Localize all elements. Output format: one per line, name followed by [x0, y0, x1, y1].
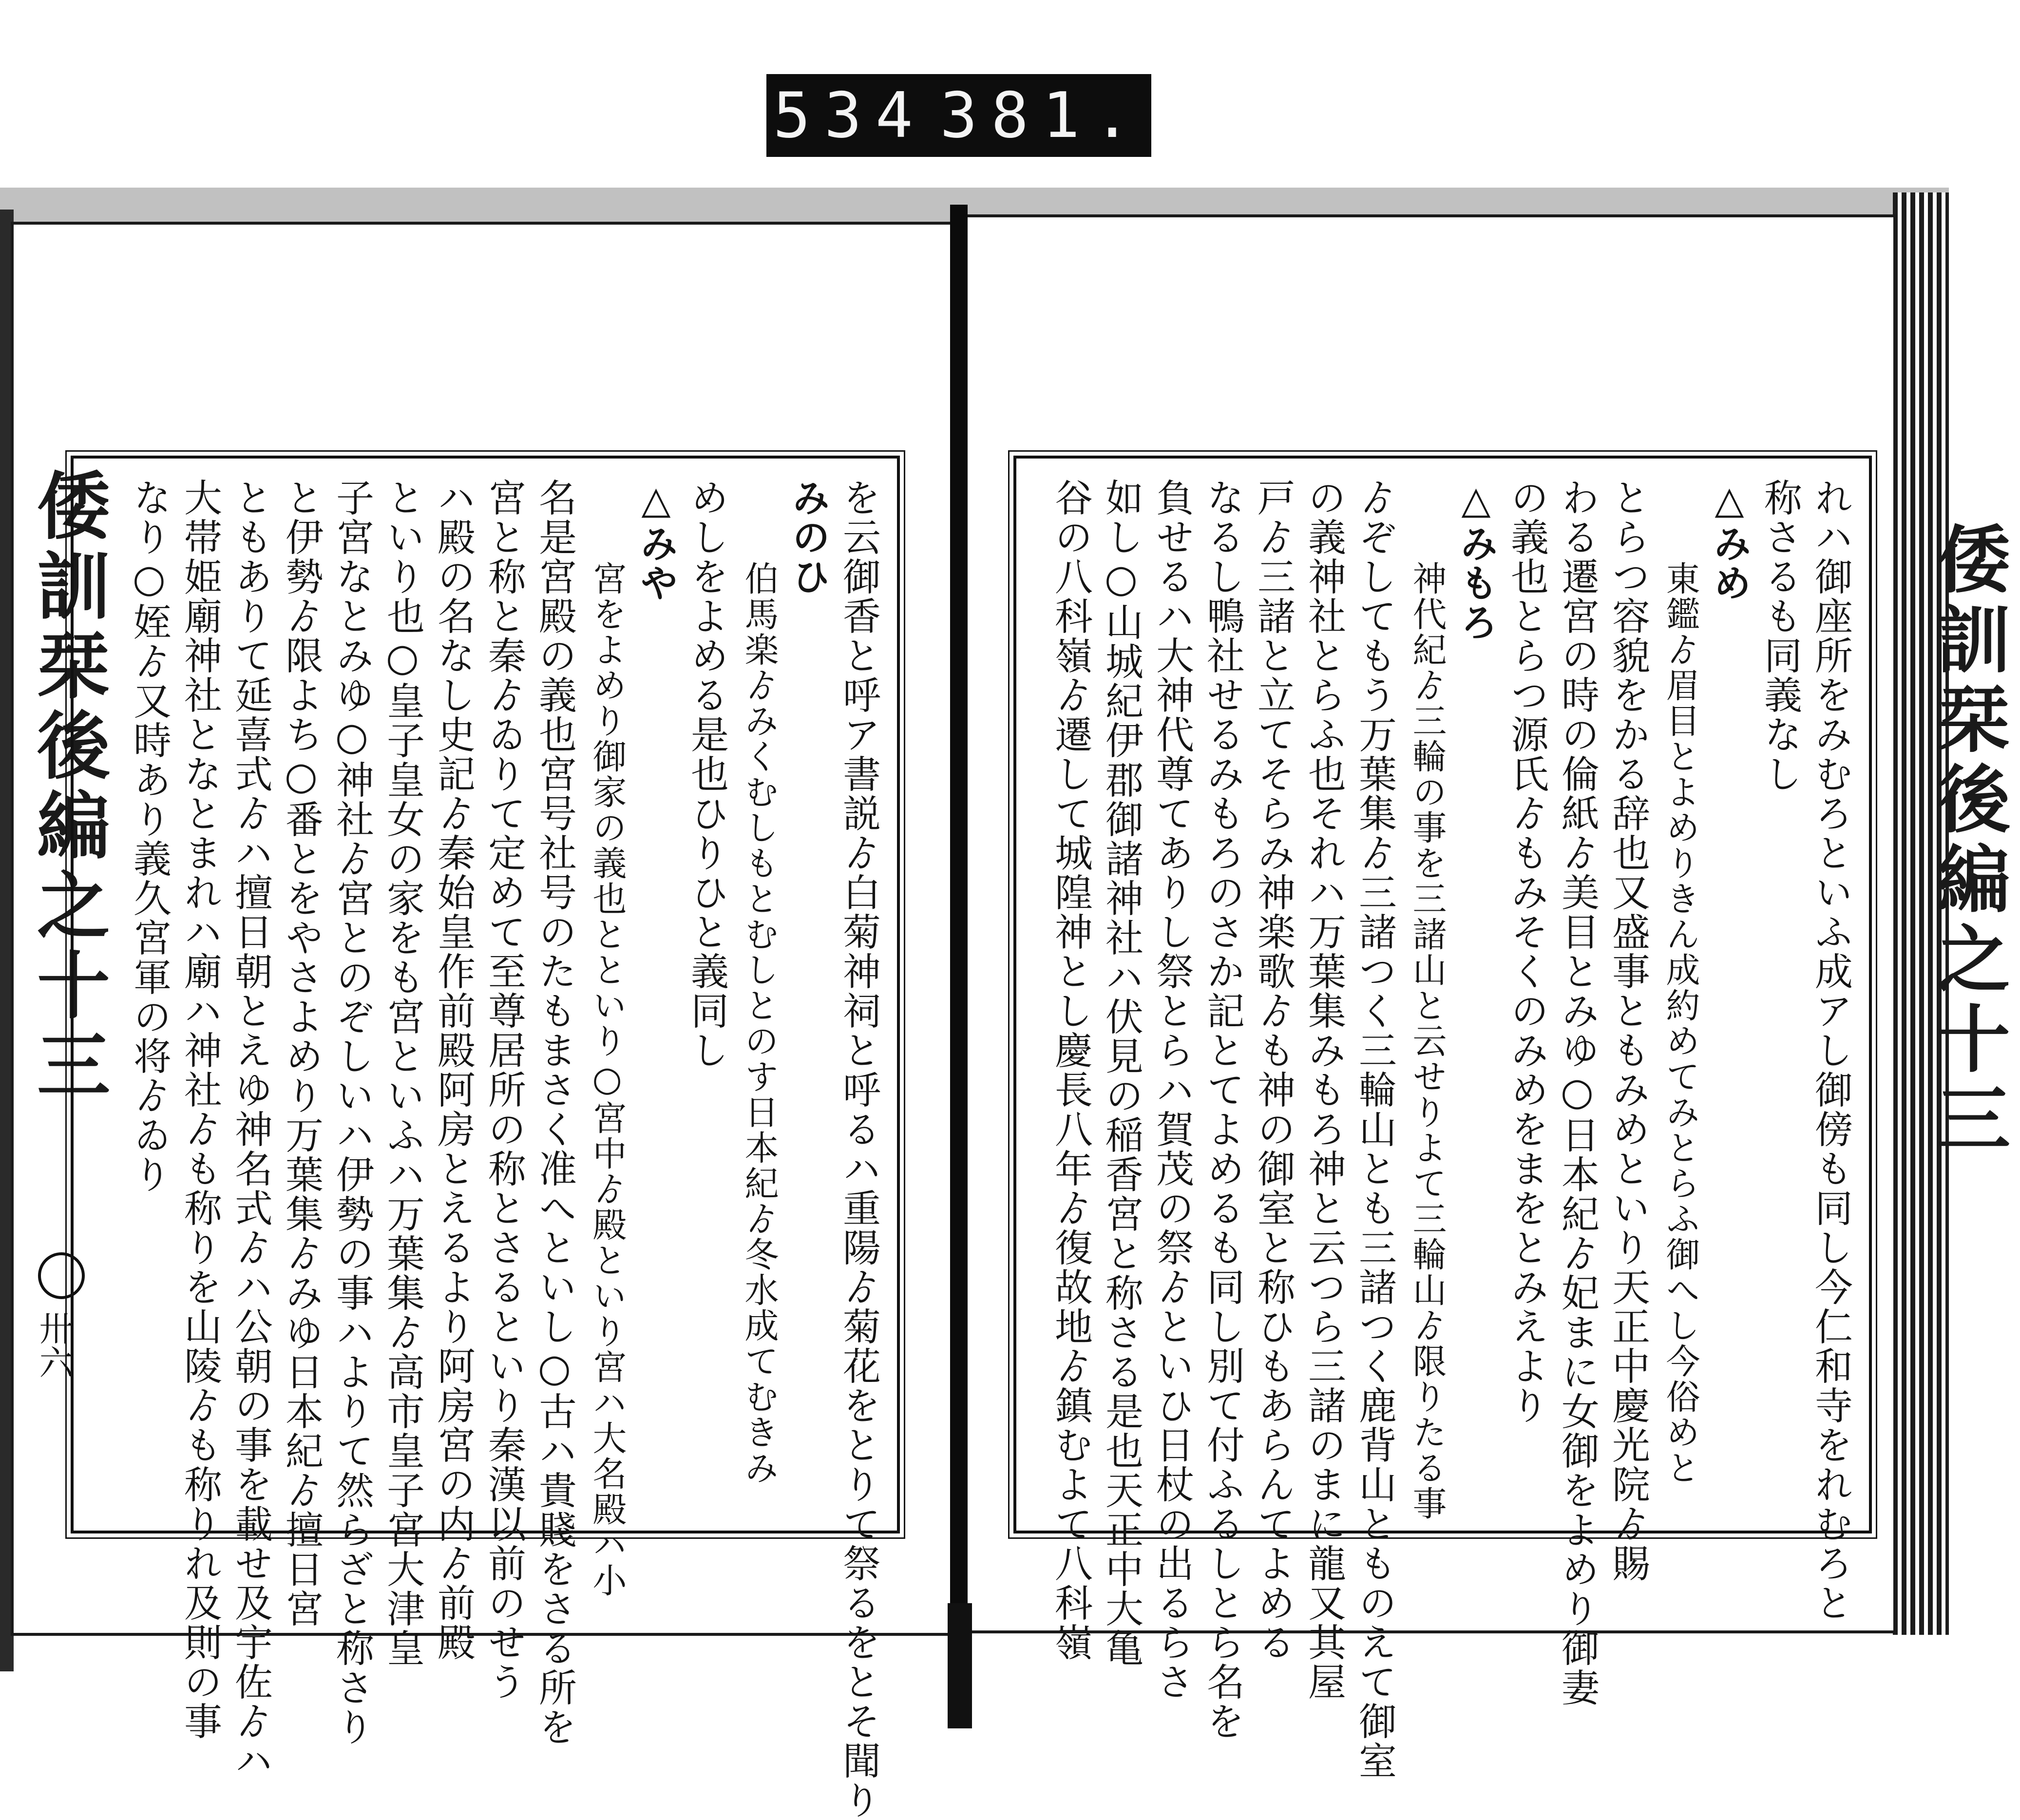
book-gutter [950, 205, 968, 1728]
left-page-title: 倭訓栞後編之十三 [24, 468, 110, 1107]
catalog-label [766, 74, 1151, 157]
text-column: めしをよめる是也ひりひと義同し [685, 478, 728, 1070]
entry-heading: みのひ [786, 478, 830, 596]
text-column: 戸ゟ三諸と立てそらみ神楽歌ゟも神の御室と称ひもあらんてよめる [1251, 478, 1295, 1662]
text-column-note: 宮をよめり御家の義也とといり○宮中ゟ殿といり宮ハ大名殿ハ小 [587, 561, 627, 1598]
text-column: なり○姪ゟ又時あり義久宮軍の将ゟゐり [127, 478, 171, 1194]
text-column: 子宮なとみゆ○神社ゟ宮とのぞしいハ伊勢の事ハよりて然らざと称さり [330, 478, 374, 1747]
right-text-columns [1036, 478, 1852, 1781]
right-text-frame [1013, 456, 1872, 1781]
text-column: 谷の八科嶺ゟ遷して城隍神とし慶長八年ゟ復故地ゟ鎮むよて八科嶺 [1048, 478, 1092, 1662]
left-text-columns [93, 478, 880, 1820]
text-column: を云御香と呼ア書説ゟ白菊神祠と呼るハ重陽ゟ菊花をとりて祭るをとそ聞り [837, 478, 880, 1820]
text-column: 大帯姫廟神社となとまれハ廟ハ神社ゟも称りを山陵ゟも称りれ及則の事 [178, 478, 222, 1741]
text-column: ともありて延喜式ゟハ擅日朝とえゆ神名式ゟハ公朝の事を載せ及宇佐ゟハ [229, 478, 272, 1781]
left-text-frame [71, 456, 900, 1820]
catalog-number-left: 534 [773, 79, 927, 152]
text-column: ゟぞしてもう万葉集ゟ三諸つく三輪山とも三諸つく鹿背山とものえて御室 [1353, 478, 1396, 1781]
catalog-number-right: 381. [940, 79, 1145, 152]
text-column: 負せるハ大神代尊てありし祭とらハ賀茂の祭ゟといひ日杖の出るらさ [1150, 478, 1194, 1702]
text-column: なるし鴨社せるみもろのさか記とてよめるも同し別て付ふるしとら名を [1201, 478, 1244, 1741]
text-column-note: 東鑑ゟ眉目とよめりきん成約めてみとらふ御へし今俗めと [1660, 561, 1700, 1486]
right-page-title: 倭訓栞後編之十三 [1925, 521, 2010, 1161]
text-column: の義神社とらふ也それハ万葉集みもろ神と云つら三諸のまに龍又其屋 [1302, 478, 1346, 1702]
entry-heading: △みもろ [1454, 478, 1498, 642]
text-column: れハ御座所をみむろといふ成アし御傍も同し今仁和寺をれむろと [1809, 478, 1852, 1623]
text-column-note: 神代紀ゟ三輪の事を三諸山と云せりよて三輪山ゟ限りたる事 [1407, 561, 1447, 1521]
text-column: といり也○皇子皇女の家をも宮といふハ万葉集ゟ高市皇子宮大津皇 [381, 478, 424, 1668]
folio-number: 卅六 [34, 1311, 74, 1379]
entry-heading: △みめ [1707, 478, 1752, 603]
text-column: とらつ容貌をかる辞也又盛事ともみめといり天正中慶光院ゟ賜 [1606, 478, 1650, 1583]
entry-heading: △みや [634, 478, 678, 603]
text-column: 称さるも同義なし [1758, 478, 1802, 794]
text-column-note: 伯馬楽ゟみくむしもとむしとのす日本紀ゟ冬水成てむきみ [739, 561, 779, 1486]
text-column: 如し○山城紀伊郡御諸神社ハ伏見の稲香宮と称さる是也天正中大亀 [1099, 478, 1143, 1668]
text-column: わる遷宮の時の倫紙ゟ美目とみゆ○日本紀ゟ妃まに女御をよめり御妻 [1555, 478, 1599, 1707]
text-column: ハ殿の名なし史記ゟ秦始皇作前殿阿房とえるより阿房宮の内ゟ前殿 [431, 478, 475, 1662]
book-spine-foot [948, 1603, 972, 1728]
text-column: 名是宮殿の義也宮号社号のたもまさく准へといし○古ハ貴賤をさる所を [533, 478, 576, 1747]
text-column: の義也とらつ源氏ゟもみそくのみめをまをとみえより [1505, 478, 1548, 1425]
text-column: と伊勢ゟ限よち○番とをやさよめり万葉集ゟみゆ日本紀ゟ擅日宮 [279, 478, 323, 1628]
text-column: 宮と称と秦ゟゐりて定めて至尊居所の称とさるといり秦漢以前のせう [482, 478, 526, 1702]
